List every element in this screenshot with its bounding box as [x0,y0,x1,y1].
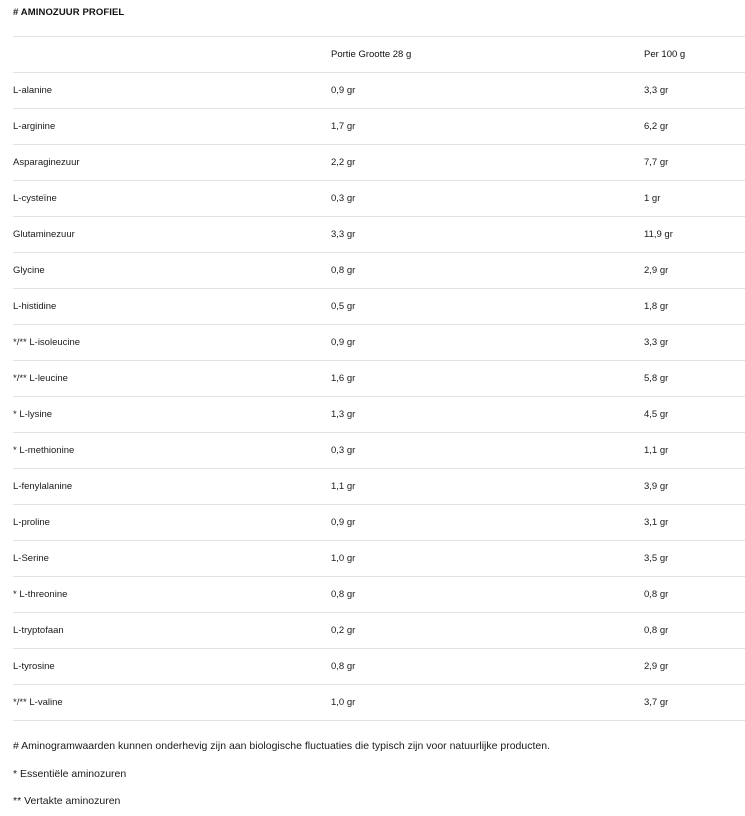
per-100g-value: 1,8 gr [644,301,669,312]
table-row [13,613,745,649]
amino-acid-name: * L-methionine [13,445,75,456]
amino-acid-name: Asparaginezuur [13,157,80,168]
per-100g-value: 1,1 gr [644,445,669,456]
table-row [13,325,745,361]
portion-value: 0,9 gr [331,337,356,348]
portion-value: 0,9 gr [331,85,356,96]
per-100g-value: 5,8 gr [644,373,669,384]
amino-acid-name: Glycine [13,265,45,276]
table-row [13,577,745,613]
portion-value: 1,3 gr [331,409,356,420]
per-100g-value: 4,5 gr [644,409,669,420]
footnote-branched: ** Vertakte aminozuren [13,795,121,807]
amino-acid-name: L-arginine [13,121,56,132]
table-header-row [13,37,745,73]
per-100g-value: 0,8 gr [644,625,669,636]
table-row [13,145,745,181]
portion-value: 2,2 gr [331,157,356,168]
table-row [13,181,745,217]
per-100g-value: 11,9 gr [644,229,673,240]
header-cell-per-100g: Per 100 g [644,49,686,60]
table-row [13,73,745,109]
amino-acid-name: L-tyrosine [13,661,55,672]
portion-value: 3,3 gr [331,229,356,240]
amino-acid-name: L-alanine [13,85,53,96]
portion-value: 1,1 gr [331,481,356,492]
portion-value: 0,2 gr [331,625,356,636]
per-100g-value: 3,3 gr [644,337,669,348]
table-row [13,649,745,685]
section-heading: # AMINOZUUR PROFIEL [13,7,125,18]
per-100g-value: 0,8 gr [644,589,669,600]
table-row [13,253,745,289]
portion-value: 1,0 gr [331,697,356,708]
footnote-essential: * Essentiële aminozuren [13,767,127,780]
portion-value: 0,3 gr [331,445,356,456]
amino-acid-name: */** L-isoleucine [13,337,81,348]
amino-acid-name: L-proline [13,517,50,528]
per-100g-value: 2,9 gr [644,265,669,276]
per-100g-value: 3,3 gr [644,85,669,96]
amino-acid-name: L-Serine [13,553,49,564]
portion-value: 1,7 gr [331,121,356,132]
table-row [13,541,745,577]
per-100g-value: 1 gr [644,193,661,204]
portion-value: 0,8 gr [331,589,356,600]
portion-value: 0,8 gr [331,265,356,276]
per-100g-value: 6,2 gr [644,121,669,132]
amino-acid-name: */** L-valine [13,697,63,708]
amino-acid-name: Glutaminezuur [13,229,75,240]
table-row [13,217,745,253]
amino-acid-name: * L-lysine [13,409,53,420]
amino-acid-name: * L-threonine [13,589,68,600]
table-row [13,289,745,325]
table-row [13,505,745,541]
table-row [13,685,745,721]
portion-value: 1,6 gr [331,373,356,384]
portion-value: 0,5 gr [331,301,356,312]
per-100g-value: 3,1 gr [644,517,669,528]
table-row [13,397,745,433]
amino-acid-name: L-fenylalanine [13,481,73,492]
per-100g-value: 3,7 gr [644,697,669,708]
table-row [13,433,745,469]
portion-value: 0,3 gr [331,193,356,204]
table-row [13,109,745,145]
per-100g-value: 7,7 gr [644,157,669,168]
per-100g-value: 3,9 gr [644,481,669,492]
amino-acid-name: L-histidine [13,301,57,312]
header-cell-portion: Portie Grootte 28 g [331,49,412,60]
footnotes [13,733,550,816]
table-row [13,469,745,505]
amino-acid-name: L-tryptofaan [13,625,64,636]
amino-acid-table [13,36,745,721]
portion-value: 0,8 gr [331,661,356,672]
amino-acid-name: L-cysteïne [13,193,57,204]
footnote-aminogram: # Aminogramwaarden kunnen onderhevig zijn aan biologische fluctuaties die typisch zijn voor natuurlijke producten. [13,740,550,752]
per-100g-value: 3,5 gr [644,553,669,564]
per-100g-value: 2,9 gr [644,661,669,672]
portion-value: 0,9 gr [331,517,356,528]
table-row [13,361,745,397]
portion-value: 1,0 gr [331,553,356,564]
amino-acid-name: */** L-leucine [13,373,68,384]
